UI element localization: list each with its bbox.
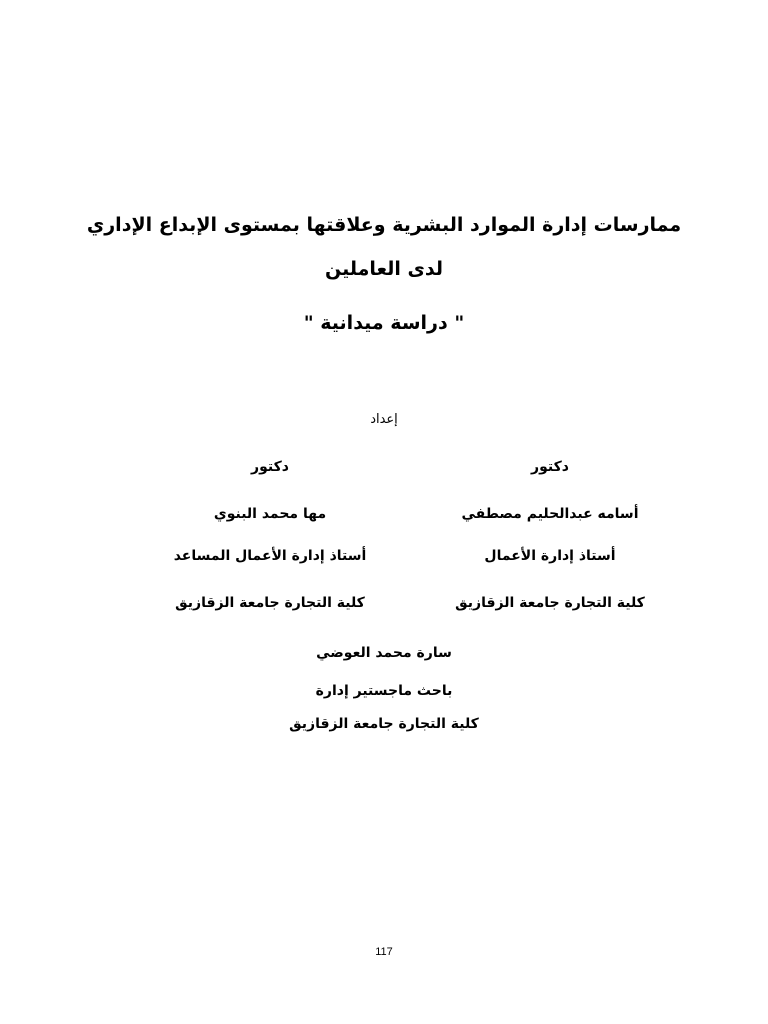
author-1-title: دكتور: [531, 459, 569, 475]
page-number: 117: [375, 946, 393, 958]
author-3-institution: كلية التجارة جامعة الزقازيق: [289, 716, 479, 732]
paper-title-line-2: لدى العاملين: [324, 258, 444, 280]
paper-title-line-1: ممارسات إدارة الموارد البشرية وعلاقتها بمستوى الإبداع الإداري: [86, 214, 682, 236]
author-2-title: دكتور: [251, 459, 289, 475]
author-2-position: أستاذ إدارة الأعمال المساعد: [173, 548, 367, 564]
author-1-name: أسامه عبدالحليم مصطفي: [461, 506, 639, 522]
author-1-position: أستاذ إدارة الأعمال: [484, 548, 616, 564]
study-type-label: " دراسة ميدانية ": [303, 312, 465, 334]
author-3-name: سارة محمد العوضي: [316, 645, 452, 661]
author-2-name: مها محمد البنوي: [213, 506, 327, 522]
author-1-institution: كلية التجارة جامعة الزقازيق: [455, 595, 645, 611]
author-3-position: باحث ماجستير إدارة: [315, 683, 453, 699]
author-2-institution: كلية التجارة جامعة الزقازيق: [175, 595, 365, 611]
prepared-by-label: إعداد: [370, 412, 398, 427]
